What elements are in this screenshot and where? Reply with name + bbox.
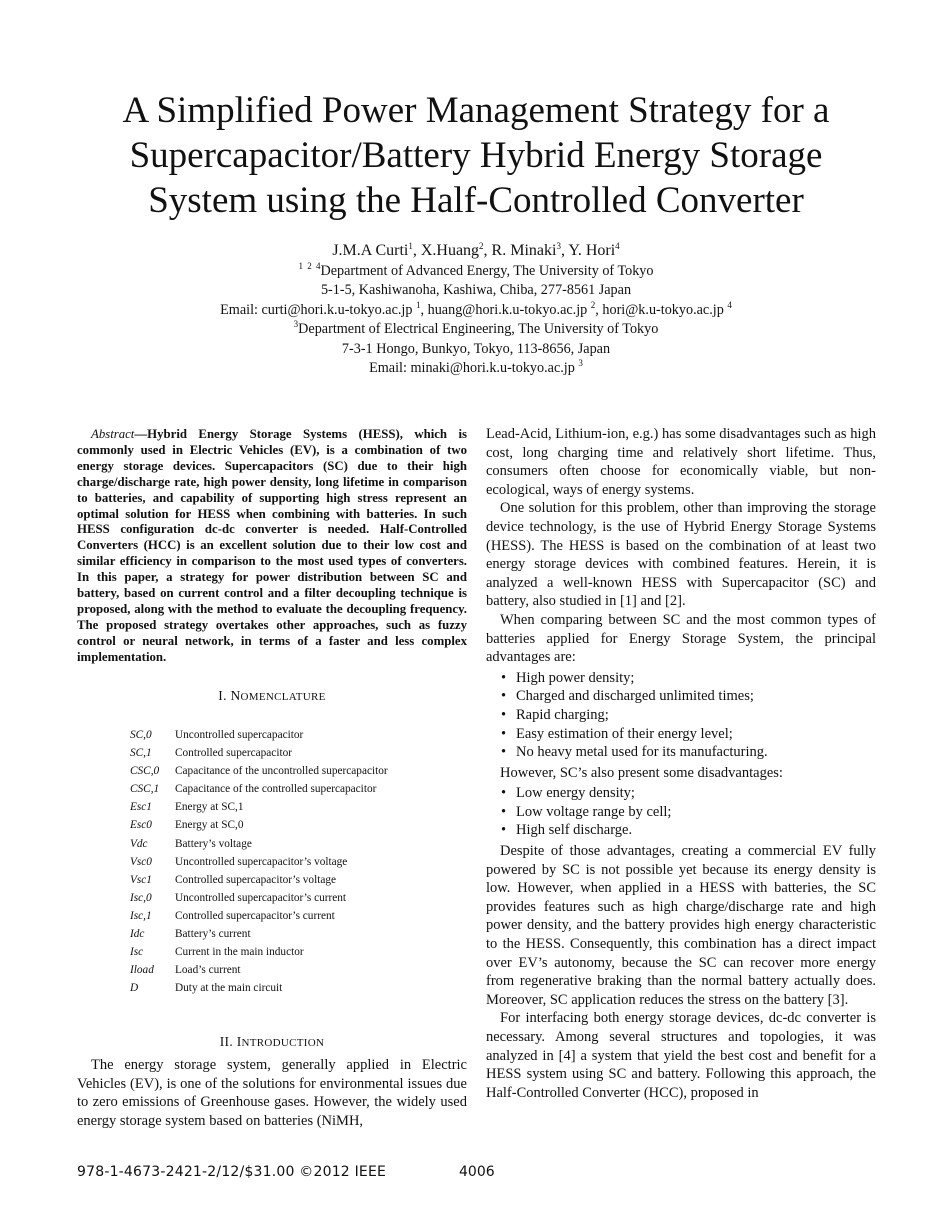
nomenclature-description: Controlled supercapacitor’s voltage: [175, 873, 337, 886]
nomenclature-description: Energy at SC,1: [175, 801, 244, 814]
copyright-footer: 978-1-4673-2421-2/12/$31.00 ©2012 IEEE: [77, 1164, 387, 1180]
affiliations: [60, 262, 892, 378]
nomenclature-symbol: Vsc0: [130, 855, 152, 868]
list-item: • High power density;: [516, 669, 876, 688]
author-superscript: 1: [408, 241, 413, 251]
affiliation-address-1: 5-1-5, Kashiwanoha, Kashiwa, Chiba, 277-8561 Japan: [320, 282, 632, 299]
affiliation-dept-2: [60, 320, 892, 339]
author-superscript: 3: [556, 241, 561, 251]
paragraph: However, SC’s also present some disadvantages:: [500, 764, 783, 781]
nomenclature-symbol: Isc,1: [130, 909, 152, 922]
nomenclature-description: Controlled supercapacitor’s current: [175, 909, 335, 922]
nomenclature-item: [130, 744, 388, 762]
nomenclature-description: Current in the main inductor: [175, 946, 304, 959]
list-item: • Charged and discharged unlimited times;: [516, 687, 876, 706]
nomenclature-description: Capacitance of the uncontrolled supercapacitor: [175, 765, 388, 778]
nomenclature-description: Energy at SC,0: [175, 819, 244, 832]
list-item: • High self discharge.: [516, 821, 876, 840]
section-number: II.: [219, 1034, 237, 1049]
nomenclature-symbol: Esc1: [130, 801, 152, 814]
email-text: Email: curti@hori.k.u-tokyo.ac.jp: [220, 301, 413, 318]
paragraph: One solution for this problem, other than improving the storage device technology, is the use of Hybrid Energy Storage Systems (HESS). The HESS is based on the combination of at least two energy storage devices with combined features. Herein, it is analyzed a well-known HESS with Supercapacitor (SC) and battery, also studied in [1] and [2].: [486, 500, 876, 610]
nomenclature-item: [130, 780, 388, 798]
list-item: • Low voltage range by cell;: [516, 803, 876, 822]
nomenclature-symbol: Esc0: [130, 819, 152, 832]
title-line: Supercapacitor/Battery Hybrid Energy Storage: [129, 135, 823, 176]
section-title-initial: N: [230, 688, 241, 703]
affiliation-superscript: 1 2 4: [298, 261, 321, 271]
email-superscript: 4: [727, 299, 732, 310]
nomenclature-symbol: Vdc: [130, 837, 148, 850]
nomenclature-item: [130, 889, 388, 907]
nomenclature-description: Battery’s voltage: [175, 837, 252, 850]
email-text: Email: minaki@hori.k.u-tokyo.ac.jp: [369, 360, 575, 377]
email-text: , huang@hori.k.u-tokyo.ac.jp: [420, 301, 588, 318]
nomenclature-description: Capacitance of the controlled supercapacitor: [175, 783, 377, 796]
affiliation-email-2: [60, 359, 892, 378]
paper-title: [60, 88, 892, 223]
title-line: A Simplified Power Management Strategy for a: [122, 90, 830, 131]
nomenclature-symbol: Vsc1: [130, 873, 152, 886]
nomenclature-description: Uncontrolled supercapacitor’s current: [175, 891, 347, 904]
author-superscript: 2: [479, 241, 484, 251]
section-heading-introduction: [77, 1034, 467, 1051]
paragraph: The energy storage system, generally applied in Electric Vehicles (EV), is one of the solutions for environmental issues due to zero emissions of Greenhouse gases. However, the widely used energy storage system based on batteries (NiMH,: [77, 1057, 467, 1129]
nomenclature-item: [130, 961, 388, 979]
paragraph: Despite of those advantages, creating a commercial EV fully powered by SC is not possible yet because its energy density is low. However, when applied in a HESS with batteries, the SC provides features such as high charge/discharge rate and high power density, and the battery provides high energy characteristic to the HESS. Consequently, this combination has a direct impact over EV’s autonomy, because the SC can recover more energy from regenerative braking than the normal battery actually does. Moreover, SC application reduces the stress on the battery [3].: [486, 843, 876, 1008]
nomenclature-item: [130, 943, 388, 961]
affiliation-text: Department of Electrical Engineering, The University of Tokyo: [298, 321, 659, 338]
nomenclature-symbol: CSC,1: [130, 783, 160, 796]
disadvantages-list: [486, 784, 876, 840]
introduction-body: [77, 1056, 467, 1130]
affiliation-address-2: 7-3-1 Hongo, Bunkyo, Tokyo, 113-8656, Japan: [341, 340, 611, 357]
nomenclature-list: [130, 726, 388, 997]
affiliation-superscript: 3: [293, 319, 299, 330]
title-line: System using the Half-Controlled Converter: [148, 180, 804, 221]
section-title-initial: I: [236, 1034, 242, 1049]
email-superscript: 1: [416, 299, 421, 310]
email-superscript: 2: [590, 299, 596, 310]
nomenclature-item: [130, 798, 388, 816]
nomenclature-symbol: CSC,0: [130, 765, 160, 778]
nomenclature-description: Duty at the main circuit: [175, 982, 283, 995]
nomenclature-item: [130, 979, 388, 997]
nomenclature-symbol: Idc: [130, 928, 145, 941]
email-superscript: 3: [578, 358, 583, 369]
nomenclature-symbol: Iload: [130, 964, 154, 977]
nomenclature-item: [130, 762, 388, 780]
paragraph: When comparing between SC and the most common types of batteries applied for Energy Storage System, the principal advantages are:: [486, 611, 876, 666]
author-name: J.M.A Curti: [332, 242, 409, 259]
nomenclature-item: [130, 816, 388, 834]
paragraph: For interfacing both energy storage devices, dc-dc converter is necessary. Among several structures and topologies, it was analyzed in [4] a system that yield the best cost and benefit for a HESS system using SC and battery. Following this approach, the Half-Controlled Converter (HCC), proposed in: [486, 1010, 876, 1101]
author-list: [60, 241, 892, 261]
list-item: • Rapid charging;: [516, 706, 876, 725]
nomenclature-item: [130, 726, 388, 744]
email-text: , hori@k.u-tokyo.ac.jp: [595, 301, 724, 318]
paragraph: Lead-Acid, Lithium-ion, e.g.) has some disadvantages such as high cost, long charging time and relatively short lifetime. Thus, consumers often choose for economically viable, but non-ecological, ways of energy systems.: [486, 426, 876, 498]
advantages-list: [486, 669, 876, 762]
nomenclature-description: Load’s current: [175, 964, 241, 977]
author-superscript: 4: [615, 241, 620, 251]
nomenclature-description: Controlled supercapacitor: [175, 747, 293, 760]
affiliation-dept-1: [60, 262, 892, 281]
nomenclature-description: Battery’s current: [175, 928, 251, 941]
author-name: , R. Minaki: [483, 242, 557, 259]
abstract: [77, 427, 467, 666]
nomenclature-symbol: SC,1: [130, 747, 152, 760]
nomenclature-description: Uncontrolled supercapacitor: [175, 729, 304, 741]
abstract-label: Abstract: [91, 427, 135, 441]
section-number: I.: [218, 688, 231, 703]
author-name: , X.Huang: [412, 242, 480, 259]
nomenclature-item: [130, 853, 388, 871]
nomenclature-symbol: Isc,0: [130, 891, 152, 904]
section-heading-nomenclature: [77, 688, 467, 705]
nomenclature-item: [130, 925, 388, 943]
page-number: 4006: [459, 1164, 495, 1180]
nomenclature-item: [130, 907, 388, 925]
right-column-body: [486, 425, 876, 1102]
list-item: • Easy estimation of their energy level;: [516, 725, 876, 744]
section-title-rest: NTRODUCTION: [241, 1037, 325, 1049]
section-title-rest: OMENCLATURE: [240, 691, 326, 703]
nomenclature-symbol: D: [130, 982, 139, 995]
affiliation-email-1: [60, 301, 892, 320]
nomenclature-item: [130, 871, 388, 889]
nomenclature-description: Uncontrolled supercapacitor’s voltage: [175, 855, 348, 868]
list-item: • No heavy metal used for its manufacturing.: [516, 743, 876, 762]
nomenclature-symbol: Isc: [130, 946, 144, 959]
abstract-text: —Hybrid Energy Storage Systems (HESS), which is commonly used in Electric Vehicles (EV), is a combination of two energy storage devices. Supercapacitors (SC) due to their high charge/discharge rate, high power density, long lifetime in comparison to batteries, and capability of supporting high stress represent an optimal solution for HESS when combining with batteries. In such HESS configuration dc-dc converter is needed. Half-Controlled Converters (HCC) is an excellent solution due to their low cost and similar efficiency in comparison to the most used types of converters. In this paper, a strategy for power distribution between SC and battery, based on current control and a filter decoupling technique is proposed, along with the method to evaluate the decoupling frequency. The proposed strategy overtakes other approaches, such as fuzzy control or neural network, in terms of a faster and less complex implementation.: [77, 427, 467, 664]
list-item: • Low energy density;: [516, 784, 876, 803]
author-name: , Y. Hori: [560, 242, 616, 259]
nomenclature-item: [130, 835, 388, 853]
affiliation-text: Department of Advanced Energy, The University of Tokyo: [320, 263, 654, 279]
nomenclature-symbol: SC,0: [130, 729, 152, 741]
